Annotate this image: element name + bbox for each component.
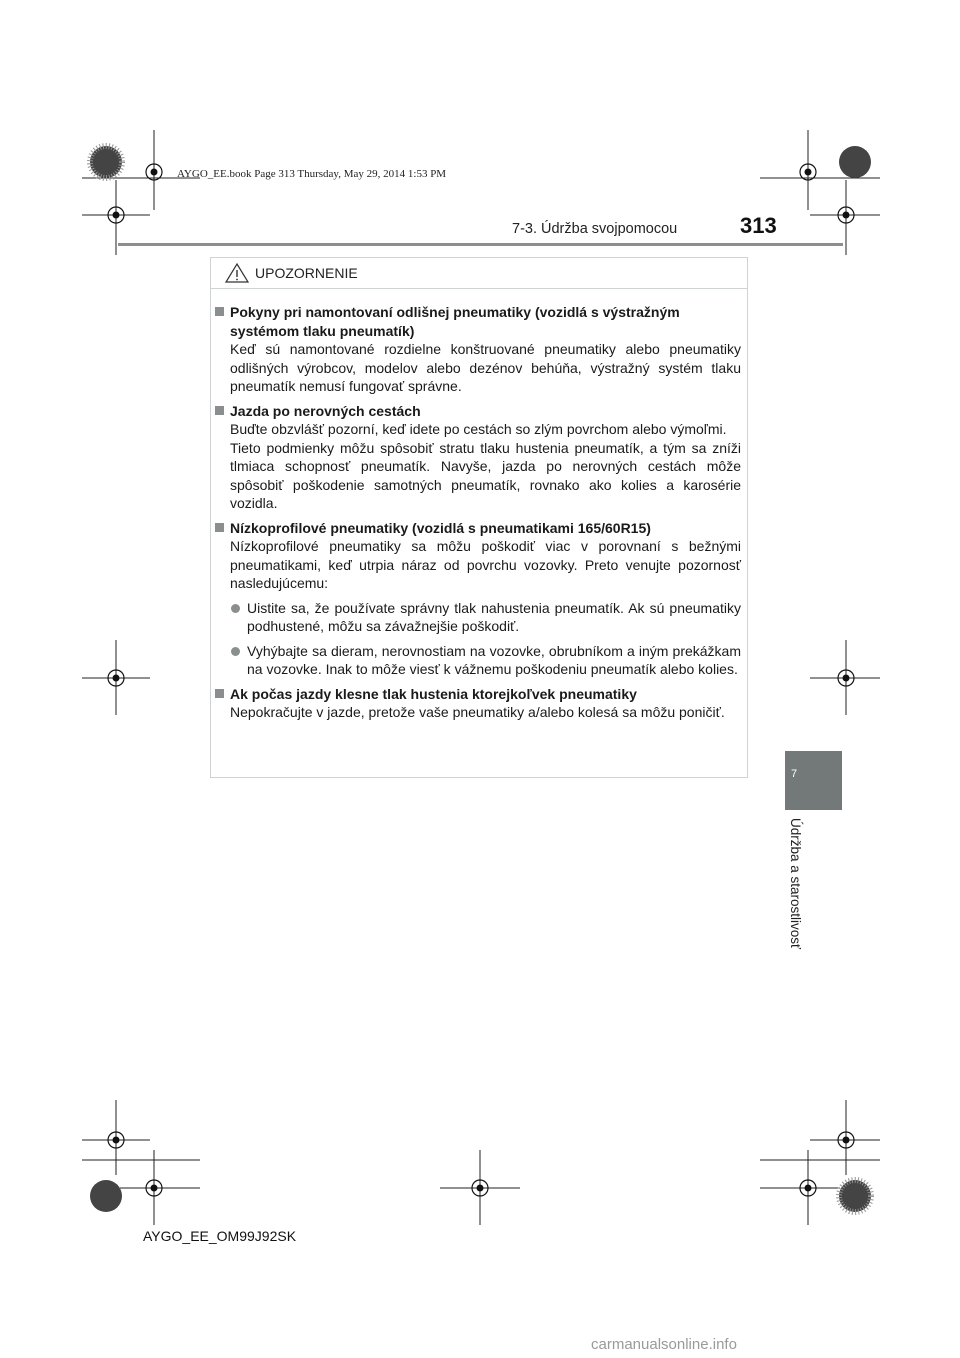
item-title: Pokyny pri namontovaní odlišnej pneumatiky (vozidlá s výstražným systémom tlaku pneumatík): [230, 304, 680, 339]
square-bullet-icon: [215, 307, 224, 316]
item-text: Keď sú namontované rozdielne konštruované pneumatiky alebo pneumatiky odlišných výrobcov, modelov alebo dezénov behúňa, výstražný systém tlaku pneumatík nemusí fungovať správne.: [230, 341, 741, 394]
item-title: Ak počas jazdy klesne tlak hustenia ktorejkoľvek pneumatiky: [230, 685, 637, 702]
chapter-number: 7: [791, 768, 798, 780]
page-number: 313: [740, 213, 777, 238]
watermark: carmanualsonline.info: [591, 1336, 737, 1353]
warning-item: [214, 519, 741, 679]
warning-item: [214, 402, 741, 513]
square-bullet-icon: [215, 406, 224, 415]
round-bullet-icon: [231, 604, 240, 613]
item-text: Buďte obzvlášť pozorní, keď idete po cestách so zlým povrchom alebo výmoľmi.: [230, 421, 727, 437]
warning-item: [214, 303, 741, 396]
document-code: AYGO_EE_OM99J92SK: [143, 1228, 297, 1244]
warning-triangle-icon: [225, 263, 249, 283]
warning-label: UPOZORNENIE: [255, 265, 358, 281]
item-title: Jazda po nerovných cestách: [230, 402, 421, 419]
item-title: Nízkoprofilové pneumatiky (vozidlá s pneumatikami 165/60R15): [230, 519, 651, 536]
book-stamp: AYGO_EE.book Page 313 Thursday, May 29, 2014 1:53 PM: [177, 168, 447, 180]
bullet-item: [230, 642, 741, 679]
bullet-text: Vyhýbajte sa dieram, nerovnostiam na vozovke, obrubníkom a iným prekážkam na vozovke. Inak to môže viesť k vážnemu poškodeniu pneumatík alebo kolies.: [247, 642, 741, 677]
section-title: 7-3. Údržba svojpomocou: [512, 221, 678, 237]
item-text: Nízkoprofilové pneumatiky sa môžu poškodiť viac v porovnaní s bežnými pneumatikami, keď utrpia náraz od povrchu vozovky. Preto venujte pozornosť nasledujúcemu:: [230, 538, 741, 591]
warning-content: [214, 303, 741, 728]
square-bullet-icon: [215, 523, 224, 532]
warning-item: [214, 685, 741, 722]
chapter-tab: [785, 751, 842, 810]
item-text: Tieto podmienky môžu spôsobiť stratu tlaku hustenia pneumatík, a tým sa zníži tlmiaca schopnosť pneumatík. Navyše, jazda po nerovných cestách môže spôsobiť poškodenie samotných pneumatík, rovnako ako kolies a karosérie vozidla.: [230, 439, 741, 511]
warning-header: [211, 258, 747, 289]
bullet-item: [230, 599, 741, 636]
square-bullet-icon: [215, 689, 224, 698]
item-text: Nepokračujte v jazde, pretože vaše pneumatiky a/alebo kolesá sa môžu poničiť.: [230, 704, 725, 720]
bullet-text: Uistite sa, že používate správny tlak nahustenia pneumatík. Ak sú pneumatiky podhustené, môžu sa závažnejšie poškodiť.: [247, 599, 741, 634]
round-bullet-icon: [231, 647, 240, 656]
chapter-label: Údržba a starostlivosť: [788, 818, 803, 950]
header-rule: [118, 243, 843, 246]
